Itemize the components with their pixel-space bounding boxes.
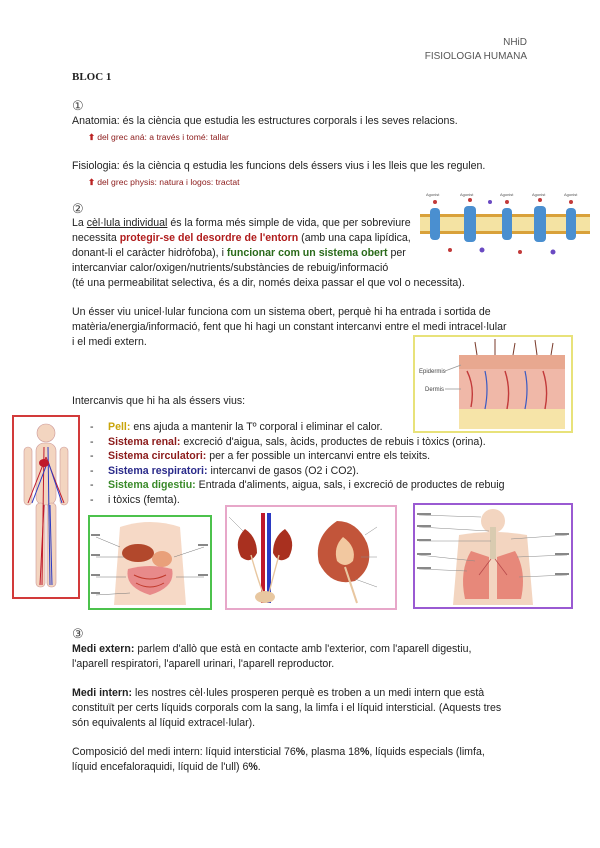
unicellular-line-1: Un ésser viu unicel·lular funciona com un sistema obert, perquè hi ha entrada i sortida de [72, 306, 491, 318]
exchange-systems-list [90, 420, 505, 507]
skin-label-epidermis: Epidermis [419, 369, 446, 375]
composition-line-2: líquid encefaloraquidi, líquid de l'ull) 6%. [72, 761, 261, 773]
arrow-up-icon: ⬆ [88, 132, 96, 142]
list-item: - Sistema renal: excreció d'aigua, sals, àcids, productes de rebuis i tòxics (orina). [90, 435, 505, 450]
medi-intern-line-3: són equivalents al líquid extracel·lular). [72, 717, 256, 729]
unicellular-line-3: i el medi extern. [72, 336, 147, 348]
circulatory-figure [12, 415, 80, 599]
membrane-label: Agonist [500, 192, 514, 197]
author-label: NHiD [503, 37, 527, 48]
digestive-figure [88, 515, 212, 610]
cell-membrane-figure [420, 190, 590, 262]
cell-paragraph-line-4: intercanviar calor/oxigen/nutrients/substàncies de rebuig/informació [72, 262, 389, 274]
section-1-number: ① [72, 98, 84, 113]
section-3-number: ③ [72, 626, 84, 641]
cell-paragraph-line-2: necessita protegir-se del desordre de l'entorn (amb una capa lipídica, [72, 232, 411, 244]
list-item: - Sistema digestiu: Entrada d'aliments, aigua, sals, i excreció de productes de rebuig [90, 478, 505, 493]
intercanvis-title: Intercanvis que hi ha als éssers vius: [72, 395, 246, 407]
fisiologia-etymology: ⬆ del grec physis: natura i logos: tractat [88, 177, 240, 187]
medi-intern-line-2: constituït per certs líquids corporals com la sang, la limfa i el líquid intersticial. (Aquests tres [72, 702, 502, 714]
section-2-number: ② [72, 201, 84, 216]
skin-label-dermis: Dermis [425, 387, 444, 393]
membrane-label: Agonist [460, 192, 474, 197]
medi-extern-line-2: l'aparell respiratori, l'aparell urinari, l'aparell reproductor. [72, 658, 335, 670]
respiratory-figure [413, 503, 573, 609]
cell-paragraph-line-1: La cèl·lula individual és la forma més simple de vida, que per sobreviure [72, 217, 411, 229]
medi-intern-line-1: Medi intern: les nostres cèl·lules prosperen perquè es troben a un medi intern que està [72, 687, 485, 699]
anatomia-etymology: ⬆ del grec aná: a través i tomé: tallar [88, 132, 230, 142]
list-item: - Pell: ens ajuda a mantenir la Tº corporal i eliminar el calor. [90, 420, 505, 435]
list-item: - Sistema circulatori: per a fer possible un intercanvi entre els teixits. [90, 449, 505, 464]
bloc-title: BLOC 1 [72, 71, 112, 83]
cell-paragraph-line-5: (té una permeabilitat selectiva, és a dir, només deixa passar el que vol o necessita). [72, 277, 465, 289]
membrane-label: Agonist [532, 192, 546, 197]
membrane-label: Agonist [426, 192, 440, 197]
list-item-continuation: - i tòxics (femta). [90, 493, 505, 508]
anatomia-definition: Anatomia: és la ciència que estudia les estructures corporals i les seves relacions. [72, 115, 458, 127]
fisiologia-definition: Fisiologia: és la ciència q estudia les funcions dels éssers vius i les lleis que les regulen. [72, 160, 486, 172]
subject-label: FISIOLOGIA HUMANA [424, 51, 527, 62]
composition-line-1: Composició del medi intern: líquid intersticial 76%, plasma 18%, líquids especials (limfa, [72, 746, 485, 758]
cell-paragraph-line-3: donant-li el caràcter hidròfoba), i funcionar com un sistema obert per [72, 247, 406, 259]
list-item: - Sistema respiratori: intercanvi de gasos (O2 i CO2). [90, 464, 505, 479]
arrow-up-icon: ⬆ [88, 177, 96, 187]
renal-figure [225, 505, 397, 610]
skin-figure [413, 335, 573, 433]
medi-extern-line-1: Medi extern: parlem d'allò que està en contacte amb l'exterior, com l'aparell digestiu, [72, 643, 472, 655]
unicellular-line-2: matèria/energia/informació, fent que hi hagi un constant intercanvi entre el medi intracel·lular [72, 321, 507, 333]
membrane-label: Agonist [564, 192, 578, 197]
